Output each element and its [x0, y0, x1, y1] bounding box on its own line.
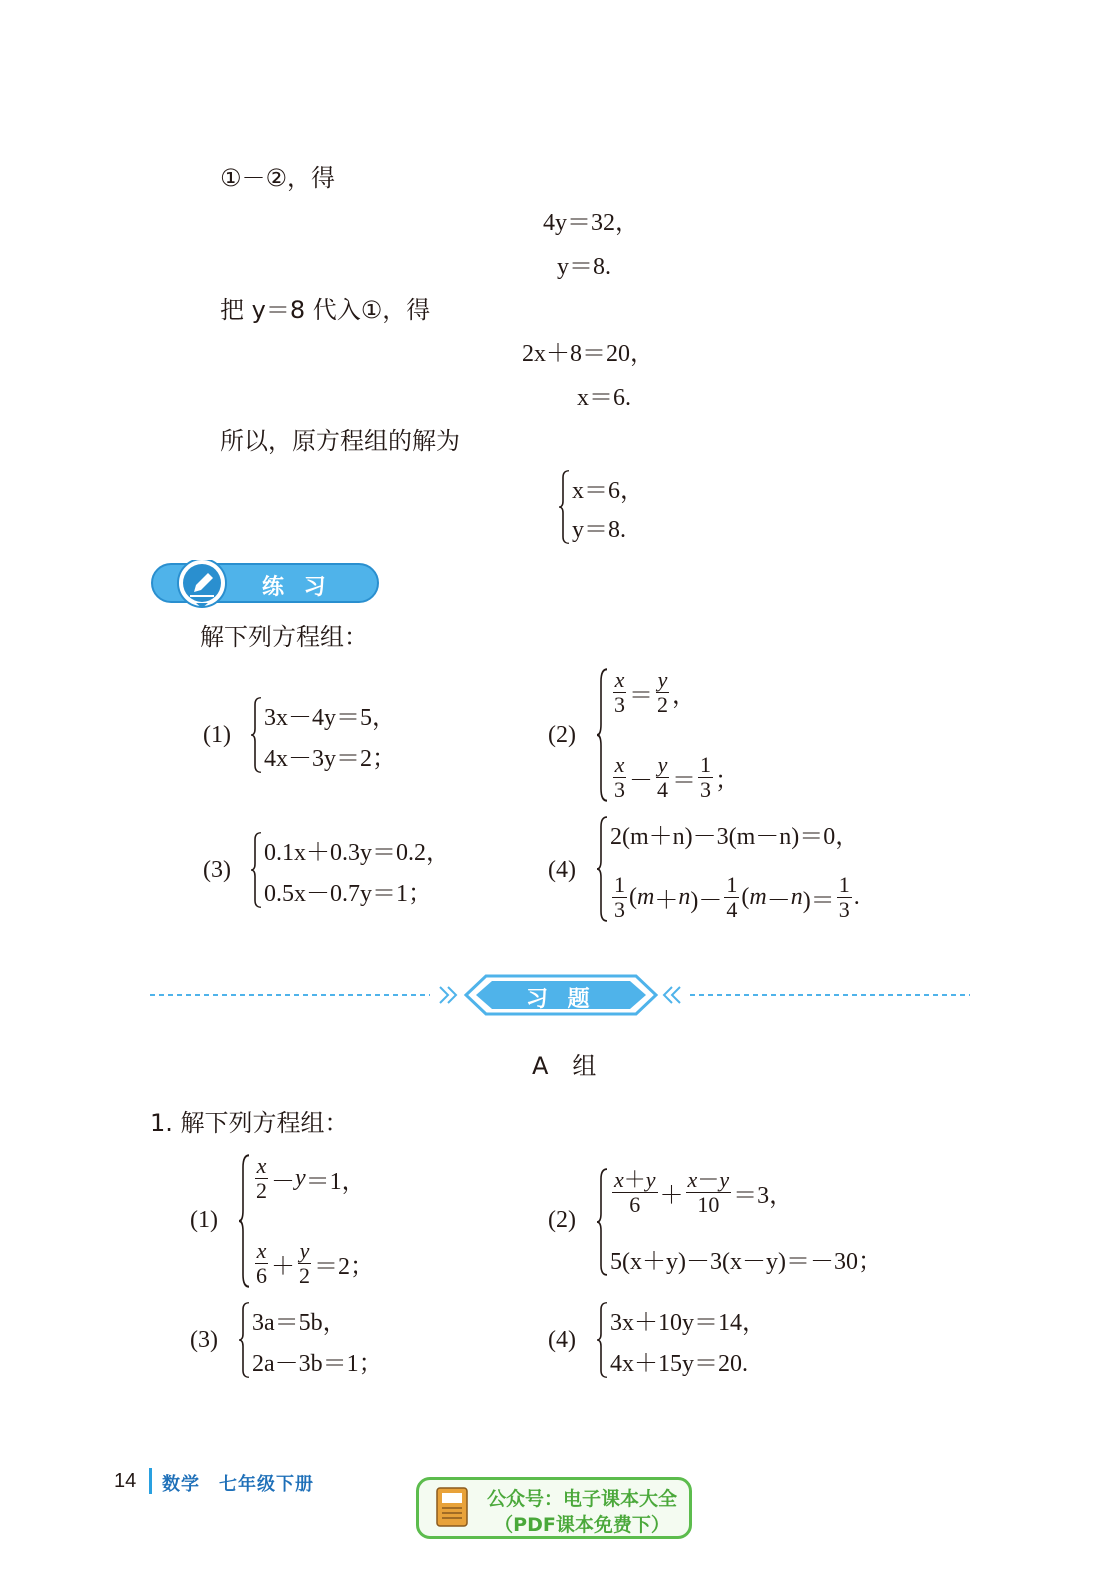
book-title: 数学 七年级下册: [162, 1474, 314, 1495]
question-1: 1. 解下列方程组：: [150, 1109, 349, 1137]
practice-banner: [150, 560, 380, 608]
solution-step-subtract: ①－②，得: [220, 164, 336, 192]
equation-4y: 4y＝32，: [543, 210, 639, 236]
exercise-banner: [148, 972, 974, 1018]
brace-icon: [250, 697, 262, 773]
practice-system-1: [250, 697, 396, 773]
exercise-label-4: (4): [548, 1327, 576, 1353]
brace-icon: [596, 1302, 608, 1378]
practice-label-2: (2): [548, 722, 576, 748]
equation-row: 3x＋10y＝14，: [610, 1310, 766, 1336]
watermark-line-2: （PDF课本免费下）: [494, 1514, 670, 1536]
exercise-label-1: (1): [190, 1207, 218, 1233]
group-heading: A 组: [532, 1052, 597, 1080]
book-logo-icon: [433, 1486, 473, 1532]
answer-row: x＝6，: [572, 478, 644, 504]
answer-system: [558, 470, 644, 544]
brace-icon: [558, 470, 570, 544]
solution-conclusion: 所以，原方程组的解为: [220, 427, 460, 455]
brace-icon: [596, 816, 608, 922]
equation-row: 2(m＋n)－3(m－n)＝0，: [610, 824, 860, 850]
equation-row: $\frac{x}{3}$ － $\frac{y}{4}$ ＝ $\frac{1}{3}$ ；: [614, 752, 739, 802]
practice-prompt: 解下列方程组：: [200, 623, 368, 651]
practice-system-4: [596, 816, 860, 922]
equation-row: $\frac{x+y}{6}$ ＋ $\frac{x-y}{10}$ ＝3，: [614, 1167, 794, 1217]
footer-divider: [149, 1468, 152, 1494]
equation-y: y＝8.: [557, 254, 611, 280]
equation-row: 2a－3b＝1；: [252, 1351, 383, 1377]
watermark-line-1: 公众号：电子课本大全: [486, 1488, 677, 1510]
equation-2x: 2x＋8＝20，: [522, 341, 654, 367]
equation-row: $\frac{x}{6}$ ＋ $\frac{y}{2}$ ＝2；: [256, 1238, 374, 1288]
equation-row: $\frac{x}{3}$ ＝ $\frac{y}{2}$ ，: [614, 667, 696, 717]
exercise-system-1: [238, 1154, 374, 1288]
equation-row: 4x－3y＝2；: [264, 746, 396, 772]
brace-icon: [596, 1168, 608, 1276]
exercise-system-2: [596, 1168, 882, 1276]
practice-label-3: (3): [203, 857, 231, 883]
watermark-badge: [416, 1477, 692, 1539]
equation-row: $\frac{1}{3}$ ( m ＋ n )－ $\frac{1}{4}$ ( m － n )＝ $\frac{1}{3}$ .: [614, 872, 860, 922]
equation-row: 5(x＋y)－3(x－y)＝－30；: [610, 1249, 882, 1275]
page-number: 14: [114, 1470, 137, 1492]
exercise-system-4: [596, 1302, 766, 1378]
equation-row: 0.5x－0.7y＝1；: [264, 881, 432, 907]
brace-icon: [238, 1154, 250, 1288]
answer-row: y＝8.: [572, 517, 626, 543]
practice-banner-label: 练 习: [262, 575, 332, 600]
equation-row: $\frac{x}{2}$ － y ＝1，: [256, 1153, 366, 1203]
exercise-label-3: (3): [190, 1327, 218, 1353]
practice-system-3: [250, 832, 450, 908]
brace-icon: [250, 832, 262, 908]
equation-row: 3a＝5b，: [252, 1310, 347, 1336]
brace-icon: [596, 668, 608, 802]
exercise-label-2: (2): [548, 1207, 576, 1233]
equation-row: 0.1x＋0.3y＝0.2，: [264, 840, 450, 866]
equation-row: 3x－4y＝5，: [264, 705, 396, 731]
brace-icon: [238, 1302, 250, 1378]
equation-x: x＝6.: [577, 385, 631, 411]
exercise-banner-label: 习 题: [526, 987, 596, 1012]
practice-label-4: (4): [548, 857, 576, 883]
exercise-system-3: [238, 1302, 383, 1378]
solution-step-substitute: 把 y＝8 代入①，得: [220, 296, 431, 324]
equation-row: 4x＋15y＝20.: [610, 1351, 748, 1377]
practice-system-2: [596, 668, 739, 802]
practice-label-1: (1): [203, 722, 231, 748]
